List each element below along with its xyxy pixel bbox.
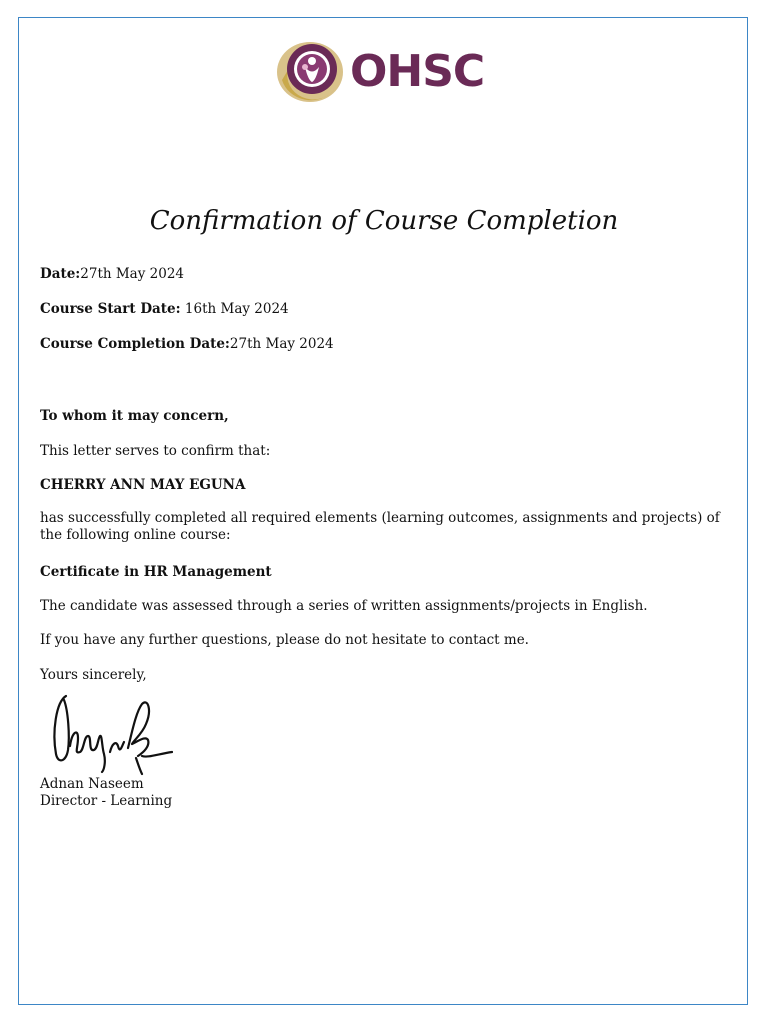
completed-text: has successfully completed all required elements (learning outcomes, assignments and projects) of the following online course:: [40, 510, 720, 543]
signatory-role: Director - Learning: [40, 793, 173, 809]
ohsc-logo: [274, 40, 484, 104]
page-title: Confirmation of Course Completion: [149, 206, 619, 236]
start-date-value: 16th May 2024: [180, 301, 289, 317]
logo-text: OHSC: [350, 46, 485, 97]
completion-date-line: [40, 336, 334, 353]
salutation-text: To whom it may concern,: [40, 408, 229, 424]
student-name: [40, 477, 246, 494]
completion-date-label: Course Completion Date:: [40, 336, 230, 352]
intro-text: This letter serves to confirm that:: [40, 443, 271, 459]
date-value: 27th May 2024: [80, 266, 185, 282]
salutation: [40, 408, 229, 425]
completion-date-value: 27th May 2024: [229, 336, 334, 352]
contact-text: If you have any further questions, please do not hesitate to contact me.: [40, 632, 529, 648]
signatory-name: Adnan Naseem: [40, 776, 144, 792]
closing-text: Yours sincerely,: [40, 667, 147, 683]
start-date-line: [40, 301, 289, 318]
assessment-text: The candidate was assessed through a series of written assignments/projects in English.: [40, 598, 648, 614]
date-label: Date:: [40, 266, 81, 282]
course-name: [40, 564, 272, 581]
signature-image: [48, 692, 173, 776]
start-date-label: Course Start Date:: [40, 301, 181, 317]
student-name-text: CHERRY ANN MAY EGUNA: [40, 477, 246, 493]
ohsc-emblem-icon: [274, 40, 344, 104]
date-line: [40, 266, 184, 283]
course-name-text: Certificate in HR Management: [40, 564, 272, 580]
